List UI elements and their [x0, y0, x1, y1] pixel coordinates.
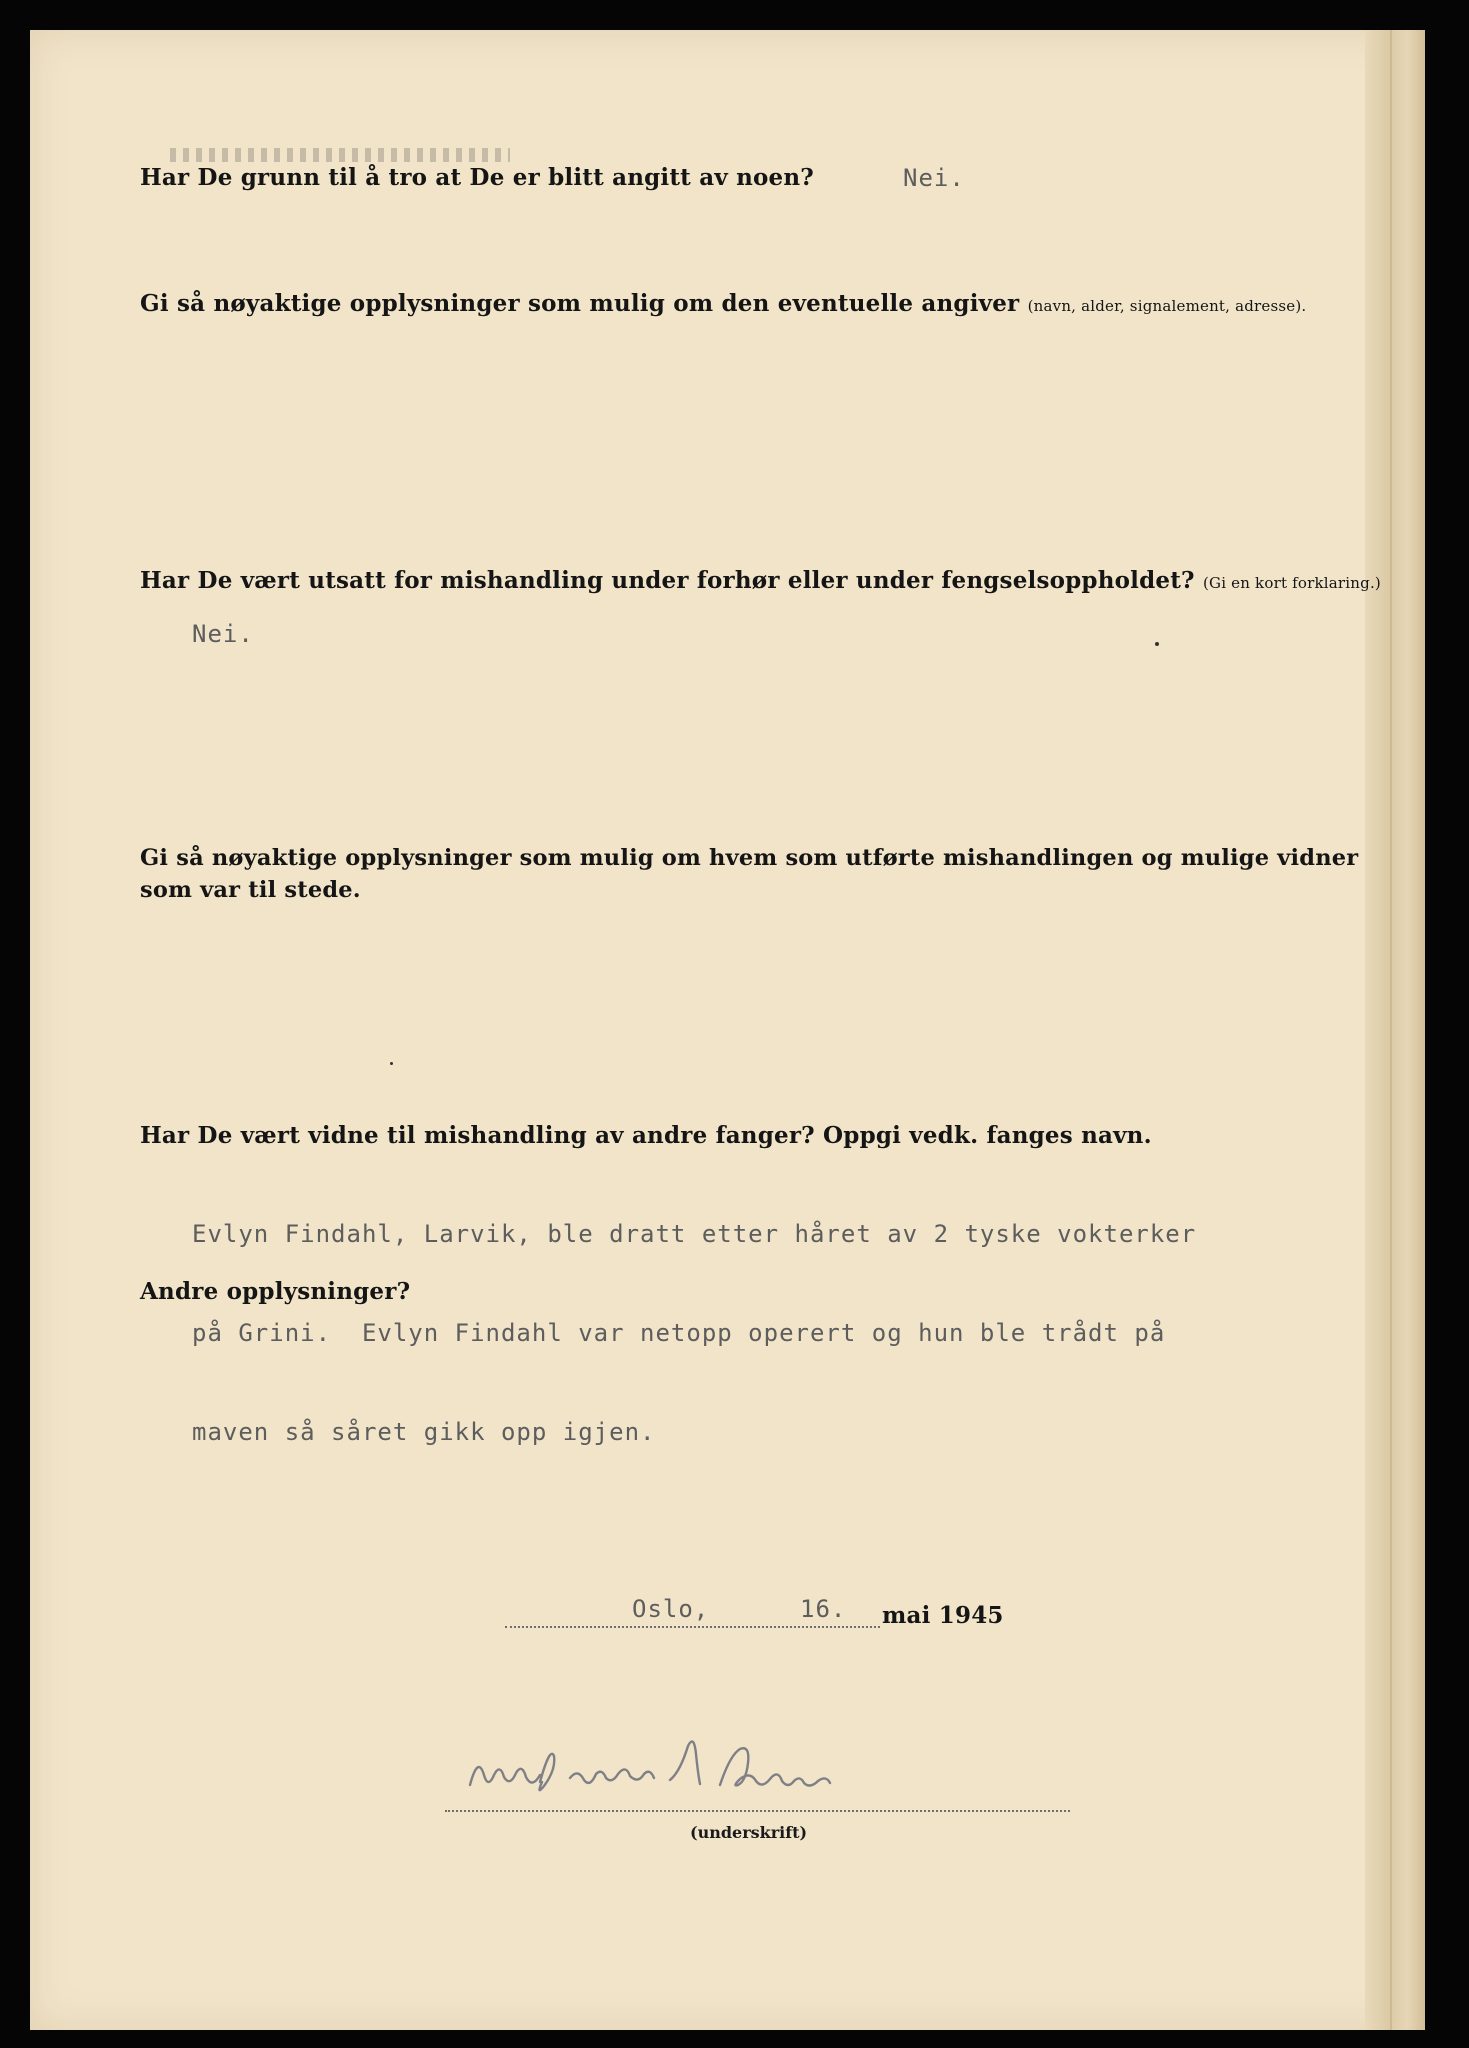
dateline-place: Oslo,	[632, 1595, 710, 1623]
question-mishandling-note: (Gi en kort forklaring.)	[1202, 574, 1381, 592]
question-mishandling	[140, 567, 1381, 594]
question-utforte-line1: Gi så nøyaktige opplysninger som mulig om hvem som utførte mishandlingen og mulige vidner	[140, 845, 1359, 871]
signature-dotted-line	[445, 1810, 1070, 1812]
question-mishandling-text: Har De vært utsatt for mishandling under forhør eller under fengselsoppholdet?	[140, 567, 1195, 594]
question-andre-text: Andre opplysninger?	[140, 1278, 411, 1305]
question-angiver	[140, 290, 1306, 317]
answer-angitt: Nei.	[903, 164, 965, 192]
question-utforte-line2: som var til stede.	[140, 877, 361, 903]
paper-fold-line	[1390, 30, 1392, 2030]
signature-label: (underskrift)	[690, 1823, 808, 1842]
question-vidne	[140, 1122, 1152, 1149]
answer-vidne	[192, 1152, 1196, 1515]
paper-fold-edge	[1365, 30, 1425, 2030]
ink-speck	[1155, 642, 1159, 646]
answer-mishandling: Nei.	[192, 620, 254, 648]
signature-handwriting	[430, 1730, 1080, 1820]
question-angitt-text: Har De grunn til å tro at De er blitt angitt av noen?	[140, 164, 814, 191]
document-page	[30, 30, 1425, 2030]
dateline-month-year: mai 1945	[882, 1602, 1004, 1629]
answer-vidne-line2: på Grini. Evlyn Findahl var netopp operert og hun ble trådt på	[192, 1319, 1166, 1347]
question-angitt	[140, 164, 814, 191]
answer-vidne-line3: maven så såret gikk opp igjen.	[192, 1418, 656, 1446]
dateline-dotted-line	[505, 1626, 880, 1628]
question-vidne-text: Har De vært vidne til mishandling av andre fanger? Oppgi vedk. fanges navn.	[140, 1122, 1152, 1149]
question-andre	[140, 1278, 410, 1305]
question-angiver-text: Gi så nøyaktige opplysninger som mulig om den eventuelle angiver	[140, 290, 1020, 317]
ink-speck	[390, 1062, 393, 1065]
question-angiver-note: (navn, alder, signalement, adresse).	[1027, 297, 1307, 315]
question-utforte	[140, 845, 1358, 903]
dateline-day: 16.	[800, 1595, 847, 1623]
faded-stamp-residue	[170, 148, 510, 162]
answer-vidne-line1: Evlyn Findahl, Larvik, ble dratt etter håret av 2 tyske vokterker	[192, 1220, 1197, 1248]
